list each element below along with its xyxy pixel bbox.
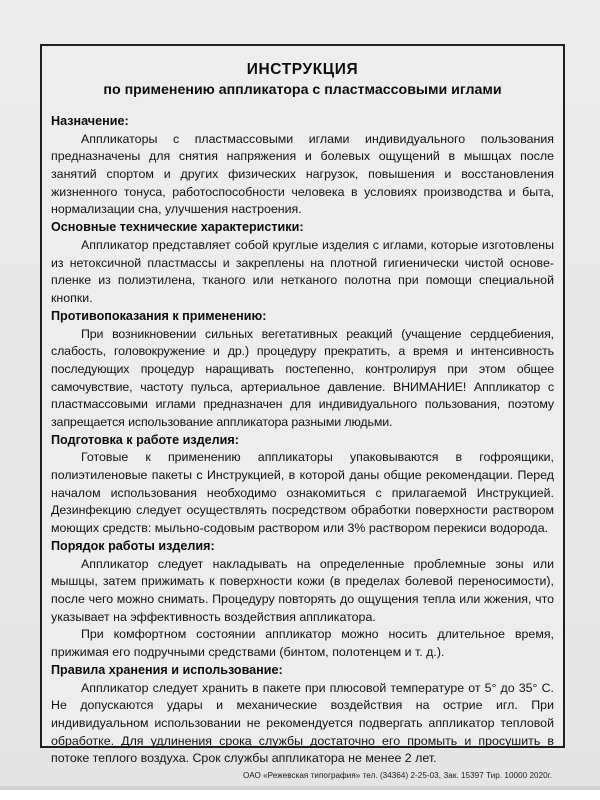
section-heading-preparation: Подготовка к работе изделия:	[51, 432, 239, 447]
section-paragraph-contraindications: При возникновении сильных вегетативных реакций (учащение сердцебиения, слабость, головокружение и др.) процедуру прекратить, а время и интенсивность последующих процедур наращивать постепенно, контролируя при этом общее самочувствие, частоту пульса, артериальное давление. ВНИМАНИЕ! Аппликатор с пластмассовыми иглами предназначен для индивидуального пользования, поэтому запрещается использование аппликатора разными людьми.	[51, 326, 554, 429]
section-heading-contraindications: Противопоказания к применению:	[51, 308, 267, 323]
title-primary: ИНСТРУКЦИЯ	[246, 61, 359, 78]
section-paragraph-operation-1: Аппликатор следует накладывать на определенные проблемные зоны или мышцы, затем прижимать к поверхности кожи (в пределах болевой переносимости), после чего можно снимать. Процедуру повторять до ощущения тепла или жжения, что указывает на эффективность воздействия аппликатора.	[51, 556, 554, 624]
section-paragraph-storage: Аппликатор следует хранить в пакете при плюсовой температуре от 5° до 35° С. Не допускаются удары и механические воздействия на острие игл. При индивидуальном использовании не рекомендуется подвергать аппликатор тепловой обработке. Для удлинения срока службы достаточно его промыть и просушить в потоке теплого воздуха. Срок службы аппликатора не менее 2 лет.	[51, 680, 554, 766]
printer-colophon: ОАО «Режевская типография» тел. (34364) 2-25-03, Зак. 15397 Тир. 10000 2020г.	[243, 770, 552, 780]
document-body	[51, 113, 554, 768]
section-heading-purpose: Назначение:	[51, 113, 129, 128]
section-paragraph-purpose: Аппликаторы с пластмассовыми иглами индивидуального пользования предназначены для снятия напряжения и болевых ощущений в мышцах после занятий спортом и других физических нагрузок, повышения и восстановления жизненного тонуса, работоспособности человека в условиях производства и быта, нормализации сна, улучшения настроения.	[51, 131, 554, 217]
title-subtitle: по применению аппликатора с пластмассовыми иглами	[103, 82, 502, 99]
section-paragraph-preparation: Готовые к применению аппликаторы упаковываются в гофроящики, полиэтиленовые пакеты с Инструкцией, в которой даны общие рекомендации. Перед началом использования необходимо ознакомиться с прилагаемой Инструкцией. Дезинфекцию следует осуществлять посредством обработки поверхности раствором моющих средств: мыльно-содовым раствором или 3% раствором перекиси водорода.	[51, 450, 554, 536]
section-paragraph-specifications: Аппликатор представляет собой круглые изделия с иглами, которые изготовлены из нетоксичной пластмассы и закреплены на плотной гигиенически чистой основе-пленке из полиэтилена, тканого или нетканого полотна при помощи специальной кнопки.	[51, 237, 554, 305]
section-heading-storage: Правила хранения и использование:	[51, 662, 283, 677]
section-heading-specifications: Основные технические характеристики:	[51, 220, 304, 235]
instruction-leaflet	[40, 44, 565, 780]
section-heading-operation: Порядок работы изделия:	[51, 538, 215, 553]
document-title	[51, 60, 554, 100]
section-paragraph-operation-2: При комфортном состоянии аппликатор можно носить длительное время, прижимая его подручными средствами (бинтом, полотенцем и т. д.).	[51, 627, 554, 659]
